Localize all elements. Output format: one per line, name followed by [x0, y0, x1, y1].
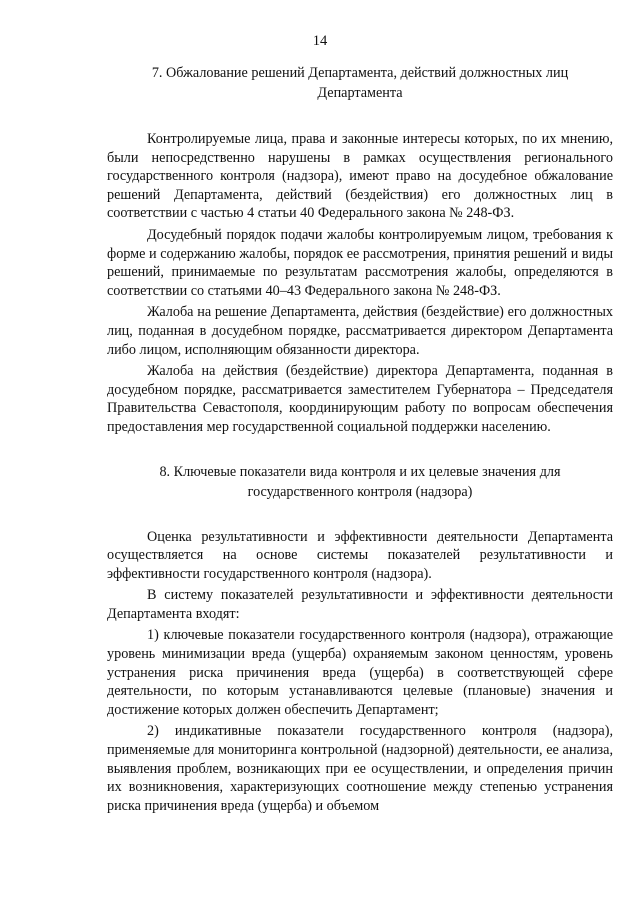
- section-8-paragraph-1: Оценка результативности и эффективности деятельности Департамента осуществляется на основе системы показателей результативности и эффективности государственного контроля (надзора).: [107, 528, 613, 582]
- section-8-paragraph-4: 2) индикативные показатели государственного контроля (надзора), применяемые для мониторинга контрольной (надзорной) деятельности, ее анализа, выявления проблем, возникающих при ее осуществлении, и определения причин их возникновения, характеризующих соотношение между степенью устранения риска причинения вреда (ущерба) и объемом: [107, 723, 613, 814]
- section-8: [107, 462, 613, 816]
- section-7-title-line1: 7. Обжалование решений Департамента, действий должностных лиц: [151, 65, 569, 81]
- section-7-paragraph-4: Жалоба на действия (бездействие) директора Департамента, поданная в досудебном порядке, рассматривается заместителем Губернатора – Председателя Правительства Севастополя, координирующим работу по вопросам обеспечения предоставления мер государственной социальной поддержки населению.: [107, 363, 613, 435]
- page-number: 14: [312, 33, 328, 49]
- section-7-title-line2: Департамента: [317, 85, 403, 101]
- section-7-paragraph-2: Досудебный порядок подачи жалобы контролируемым лицом, требования к форме и содержанию жалобы, порядок ее рассмотрения, принятия решений и виды решений, принимаемые по результатам рассмотрения жалобы, определяются в соответствии со статьями 40–43 Федерального закона № 248-ФЗ.: [107, 226, 613, 299]
- section-8-paragraph-3: 1) ключевые показатели государственного контроля (надзора), отражающие уровень минимизации вреда (ущерба) охраняемым законом ценностям, уровень устранения риска причинения вреда (ущерба) в соответствующей сфере деятельности, по которым устанавливаются целевые (плановые) значения и достижение которых должен обеспечить Департамент;: [107, 627, 613, 718]
- section-8-title-line2: государственного контроля (надзора): [247, 483, 473, 500]
- section-8-title-line1: 8. Ключевые показатели вида контроля и их целевые значения для: [159, 463, 561, 480]
- section-7: [107, 63, 613, 437]
- section-8-title: [107, 462, 613, 502]
- section-7-paragraph-3: Жалоба на решение Департамента, действия (бездействие) его должностных лиц, поданная в досудебном порядке, рассматривается директором Департамента либо лицом, исполняющим обязанности директора.: [107, 304, 613, 358]
- section-7-paragraph-1: Контролируемые лица, права и законные интересы которых, по их мнению, были непосредственно нарушены в рамках осуществления регионального государственного контроля (надзора), имеют право на досудебное обжалование решений Департамента, действий (бездействия) его должностных лиц в соответствии с частью 4 статьи 40 Федерального закона № 248-ФЗ.: [107, 131, 613, 222]
- page-content: [107, 63, 613, 815]
- section-8-paragraph-2: В систему показателей результативности и эффективности деятельности Департамента входят:: [107, 587, 613, 622]
- section-7-title: [107, 63, 613, 103]
